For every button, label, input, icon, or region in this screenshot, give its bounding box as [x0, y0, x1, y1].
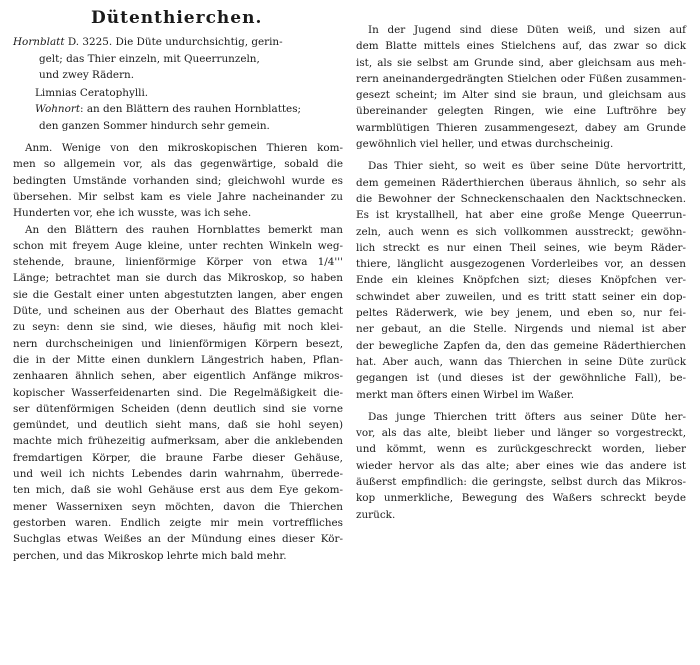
text-line: kop unmerkliche, Bewegung des Waßers schreckt beyde: [356, 492, 686, 505]
text-line: vor, als das alte, bleibt lieber und länger so vorgestreckt,: [356, 427, 686, 440]
text-line: gewöhnlich viel heller, und etwas durchscheinig.: [356, 138, 614, 151]
text-line: In der Jugend sind diese Düten weiß, und sizen auf: [368, 24, 686, 36]
text-line: ser dütenförmigen Scheiden (denn deutlich sind sie vorne: [13, 402, 343, 415]
left-column: [13, 10, 343, 564]
text-line: Suchglas etwas Weißes an der Mündung eines dieser Kör-: [13, 533, 343, 546]
text-line: hat. Aber auch, wann das Thierchen in seine Düte zurück: [356, 355, 686, 368]
text-line: die in der Mitte einen dunklern Längestrich haben, Pflan-: [13, 353, 343, 366]
text-line: dem gemeinen Räderthierchen überaus ähnlich, so sehr als: [356, 176, 686, 189]
text-line: Hunderten vor, ehe ich wusste, was ich sehe.: [13, 207, 252, 220]
text-line: schwindet aber zuweilen, und es tritt statt seiner ein dop-: [356, 290, 686, 303]
text-line: äußerst empfindlich: die geringste, selbst durch das Mikros-: [356, 476, 686, 489]
text-line: übereinander gelegten Ringen, wie eine Luftröhre bey: [356, 105, 686, 118]
text-line: men so allgemein vor, als das gegenwärtige, sobald die: [13, 158, 343, 171]
page-title: Dütenthierchen.: [91, 8, 263, 28]
text-line: Es ist krystallhell, hat aber eine große Menge Queerrun-: [356, 209, 686, 222]
text-line: gegangen ist (und dieses ist der gewöhnliche Fall), be-: [356, 372, 686, 385]
text-line: Das Thier sieht, so weit es über seine Düte hervortritt,: [368, 160, 686, 173]
text-line: und weil ich nichts Lebendes darin wahrnahm, überrede-: [13, 468, 343, 481]
text-line: fremdartigen Körper, die braune Farbe dieser Gehäuse,: [13, 451, 343, 464]
latin-name: Limnias Ceratophylli.: [35, 87, 149, 100]
text-line: die Bewohner der Schneckenschaalen den Nacktschnecken.: [356, 192, 686, 205]
right-column: [356, 22, 686, 523]
text-line: stehende, braune, linienförmige Körper von etwa 1/4''': [13, 256, 343, 269]
text-line: ten mich, daß sie wohl Gehäuse erst aus dem Eye gekom-: [13, 484, 343, 497]
text-line: Düte, und scheinen aus der Oberhaut des Blattes gemacht: [13, 305, 343, 318]
text-line: Das junge Thierchen tritt öfters aus seiner Düte her-: [368, 410, 686, 423]
description-line: und zwey Rädern.: [39, 68, 135, 81]
description-line: Die Düte undurchsichtig, gerin-: [115, 36, 283, 49]
annotation-text: [13, 140, 343, 564]
description-line: gelt; das Thier einzeln, mit Queerrunzeln,: [39, 52, 260, 65]
text-line: kopischer Wasserfeidenarten sind. Die Regelmäßigkeit die-: [13, 386, 343, 399]
text-line: peltes Räderwerk, wie bey jenem, und eben so, nur fei-: [356, 307, 686, 320]
text-line: nern durchscheinigen und linienförmigen Körpern besezt,: [13, 337, 343, 350]
habitat-line: [13, 101, 343, 117]
text-line: Anm. Wenige von den mikroskopischen Thieren kom-: [25, 142, 343, 155]
text-line: warmblütigen Thieren zusammengesezt, dabey am Grunde: [356, 121, 686, 134]
text-line: thiere, länglicht ausgezogenen Vorderleibes vor, an dessen: [356, 258, 686, 271]
text-line: gestorben waren. Endlich zeigte mir mein vortreffliches: [13, 516, 343, 529]
text-line: gesezt scheint; im Alter sind sie braun, und gleichsam aus: [356, 89, 686, 102]
habitat-line: den ganzen Sommer hindurch sehr gemein.: [39, 119, 270, 132]
text-line: schon mit freyem Auge kleine, unter rechten Winkeln weg-: [13, 239, 343, 252]
reference-label: Hornblatt: [13, 36, 65, 49]
species-entry: [13, 34, 343, 50]
text-line: und kömmt, wenn es zurückgeschreckt worden, lieber: [356, 443, 686, 456]
text-line: lich streckt es nur einen Theil seines, wie beym Räder-: [356, 241, 686, 254]
text-line: zenhaaren ähnlich sehen, aber eigentlich Anfänge mikros-: [13, 370, 343, 383]
habitat-label: Wohnort: [35, 103, 81, 116]
text-line: rern aneinandergedrängten Stielchen oder Füßen zusammen-: [356, 72, 686, 85]
text-line: gemündet, und deutlich sieht mans, daß sie hohl seyen): [13, 419, 343, 432]
text-line: dem Blatte mittels eines Stielchens auf, das zwar so dick: [356, 40, 686, 53]
text-line: Ende ein kleines Knöpfchen sizt; dieses Knöpfchen ver-: [356, 274, 686, 287]
text-line: übersehen. Mir selbst kam es viele Jahre nacheinander zu: [13, 190, 343, 203]
text-line: machte mich frühezeitig aufmerksam, aber die anklebenden: [13, 435, 343, 448]
text-line: sie die Gestalt einer unten abgestutzten langen, aber engen: [13, 288, 343, 301]
text-line: merkt man öfters einen Wirbel im Waßer.: [356, 388, 575, 401]
text-line: mener Wassernixen seyn möchten, davon die Thierchen: [13, 500, 343, 513]
text-line: zurück.: [356, 508, 396, 521]
text-line: zeln, auch wenn es sich vollkommen ausstreckt; gewöhn-: [356, 225, 686, 238]
text-line: der bewegliche Zapfen da, den das gemeine Räderthierchen: [356, 339, 686, 352]
text-line: perchen, und das Mikroskop lehrte mich bald mehr.: [13, 549, 287, 562]
reference-code: D. 3225.: [67, 36, 113, 49]
text-line: zu seyn: denn sie sind, wie dieses, häufig mit noch klei-: [13, 321, 343, 334]
text-line: Länge; betrachtet man sie durch das Mikroskop, so haben: [13, 272, 343, 285]
habitat-text: : an den Blättern des rauhen Hornblattes;: [80, 103, 302, 116]
text-line: bedingten Umstände vorhanden sind; gleichwohl wurde es: [13, 174, 343, 187]
text-line: ist, als sie selbst am Grunde sind, aber gleichsam aus meh-: [356, 56, 686, 69]
text-line: An den Blättern des rauhen Hornblattes bemerkt man: [25, 223, 343, 236]
text-line: ner gebaut, an die Stelle. Nirgends und niemal ist aber: [356, 323, 686, 336]
text-line: wieder hervor als das alte; aber eines wie das andere ist: [356, 459, 686, 472]
